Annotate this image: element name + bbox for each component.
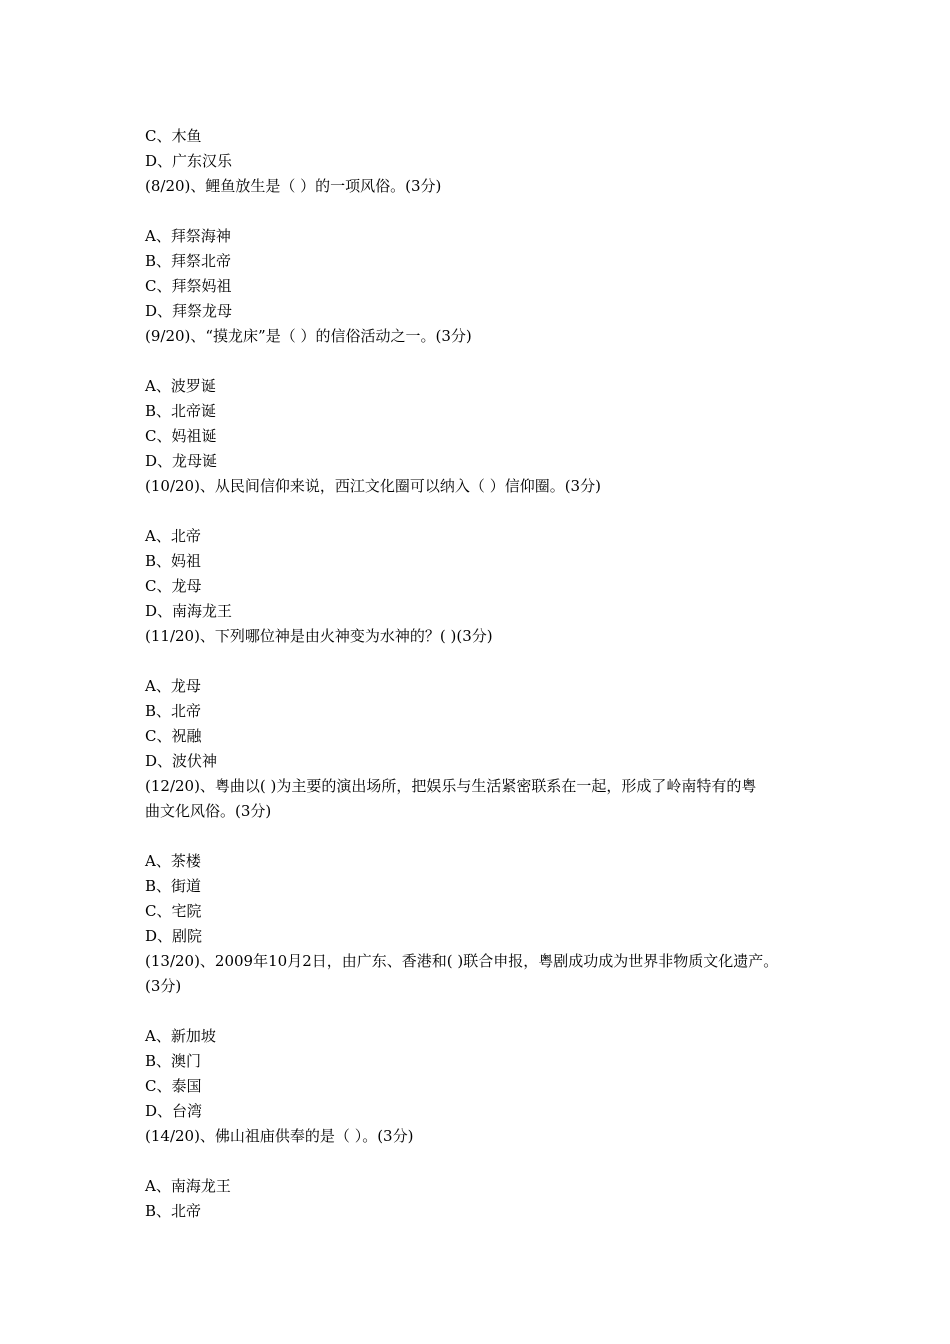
question-8-option-a: A、拜祭海神 bbox=[145, 227, 231, 245]
question-13-text-line-1: (13/20)、2009年10月2日，由广东、香港和( )联合申报，粤剧成功成为世界非物质文化遗产。 bbox=[145, 952, 779, 970]
question-8-option-b: B、拜祭北帝 bbox=[145, 252, 232, 270]
question-10-text: (10/20)、从民间信仰来说，西江文化圈可以纳入（ ）信仰圈。(3分) bbox=[145, 477, 601, 495]
question-14-text: (14/20)、佛山祖庙供奉的是（ ）。(3分) bbox=[145, 1127, 414, 1145]
question-14-option-b: B、北帝 bbox=[145, 1202, 202, 1220]
question-11-option-b: B、北帝 bbox=[145, 702, 202, 720]
question-13-option-d: D、台湾 bbox=[145, 1102, 203, 1120]
spacer bbox=[145, 824, 825, 849]
question-11-option-d: D、波伏神 bbox=[145, 752, 218, 770]
option-7d: D、广东汉乐 bbox=[145, 152, 233, 170]
question-13-option-c: C、泰国 bbox=[145, 1077, 202, 1095]
question-12-option-a: A、茶楼 bbox=[145, 852, 201, 870]
question-8-text: (8/20)、鲤鱼放生是（ ）的一项风俗。(3分) bbox=[145, 177, 442, 195]
question-10-option-c: C、龙母 bbox=[145, 577, 202, 595]
spacer bbox=[145, 349, 825, 374]
question-9-option-b: B、北帝诞 bbox=[145, 402, 217, 420]
question-12-option-d: D、剧院 bbox=[145, 927, 203, 945]
question-12-text-line-1: (12/20)、粤曲以( )为主要的演出场所，把娱乐与生活紧密联系在一起，形成了岭南特有的粤 bbox=[145, 777, 757, 795]
question-12-option-b: B、街道 bbox=[145, 877, 202, 895]
question-11-text: (11/20)、下列哪位神是由火神变为水神的？( )(3分) bbox=[145, 627, 493, 645]
question-8-option-c: C、拜祭妈祖 bbox=[145, 277, 232, 295]
question-11-option-a: A、龙母 bbox=[145, 677, 201, 695]
question-13-option-b: B、澳门 bbox=[145, 1052, 202, 1070]
option-7c: C、木鱼 bbox=[145, 127, 202, 145]
question-13-option-a: A、新加坡 bbox=[145, 1027, 216, 1045]
spacer bbox=[145, 499, 825, 524]
question-9-text: (9/20)、“摸龙床”是（ ）的信俗活动之一。(3分) bbox=[145, 327, 472, 345]
spacer bbox=[145, 1149, 825, 1174]
spacer bbox=[145, 999, 825, 1024]
question-12-text-line-2: 曲文化风俗。(3分) bbox=[145, 802, 272, 820]
spacer bbox=[145, 649, 825, 674]
question-11-option-c: C、祝融 bbox=[145, 727, 202, 745]
question-8-option-d: D、拜祭龙母 bbox=[145, 302, 233, 320]
document-page bbox=[145, 124, 825, 1224]
question-9-option-c: C、妈祖诞 bbox=[145, 427, 217, 445]
question-13-text-line-2: (3分) bbox=[145, 977, 182, 995]
question-10-option-a: A、北帝 bbox=[145, 527, 201, 545]
question-9-option-d: D、龙母诞 bbox=[145, 452, 218, 470]
spacer bbox=[145, 199, 825, 224]
question-14-option-a: A、南海龙王 bbox=[145, 1177, 231, 1195]
question-10-option-b: B、妈祖 bbox=[145, 552, 202, 570]
question-10-option-d: D、南海龙王 bbox=[145, 602, 233, 620]
question-12-option-c: C、宅院 bbox=[145, 902, 202, 920]
question-9-option-a: A、波罗诞 bbox=[145, 377, 216, 395]
